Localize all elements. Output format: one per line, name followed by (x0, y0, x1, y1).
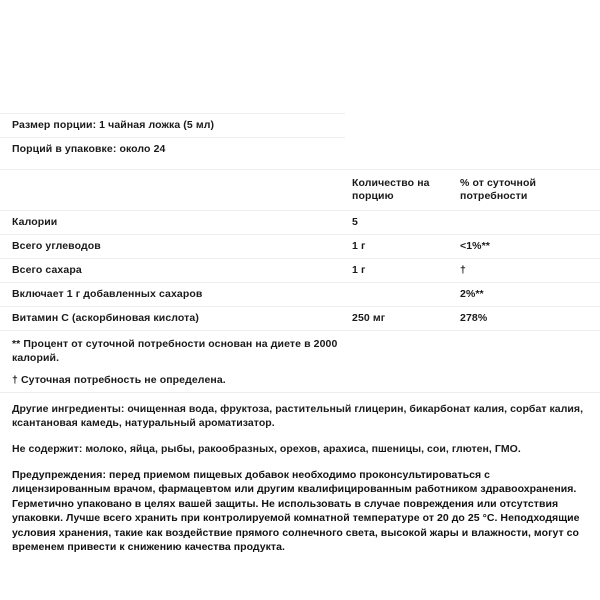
table-row (0, 235, 600, 259)
nutrient-daily-value: 2%** (460, 283, 600, 307)
nutrition-facts-table (0, 169, 600, 331)
nutrient-daily-value (460, 211, 600, 235)
nutrient-daily-value: <1%** (460, 235, 600, 259)
nutrient-amount: 1 г (352, 235, 460, 259)
table-header-row (0, 170, 600, 211)
nutrient-amount: 5 (352, 211, 460, 235)
nutrient-daily-value: 278% (460, 307, 600, 331)
column-header-amount-per-serving: Количество на порцию (352, 170, 460, 211)
table-row (0, 283, 600, 307)
footnote-daily-value-not-established: † Суточная потребность не определена. (12, 374, 226, 386)
warnings-text: Предупреждения: перед приемом пищевых добавок необходимо проконсультироваться с лицензированным врачом, фармацевтом или другим квалифицированным работником здравоохранения. Герметично упаковано в целях вашей защиты. Не использовать в случае повреждения или отсутствия упаковки. Лучше всего хранить при контролируемой комнатной температуре от 20 до 25 °C. Неподходящие условия хранения, такие как воздействие прямого солнечного света, высокой жары и влажности, могут со временем привести к снижению качества продукта. (12, 468, 580, 553)
serving-size-row: Размер порции: 1 чайная ложка (5 мл) (0, 113, 345, 137)
table-row (0, 259, 600, 283)
nutrient-name: Витамин С (аскорбиновая кислота) (0, 307, 352, 331)
other-ingredients-text: Другие ингредиенты: очищенная вода, фруктоза, растительный глицерин, бикарбонат калия, сорбат калия, ксантановая камедь, натуральный ароматизатор. (12, 402, 584, 429)
servings-per-container-row: Порций в упаковке: около 24 (0, 137, 345, 161)
nutrient-amount: 250 мг (352, 307, 460, 331)
nutrient-name: Включает 1 г добавленных сахаров (0, 283, 352, 307)
column-header-percent-daily-value: % от суточной потребности (460, 170, 600, 211)
ingredients-block (0, 393, 600, 456)
column-header-nutrient (0, 170, 352, 211)
nutrient-name: Всего сахара (0, 259, 352, 283)
nutrient-daily-value: † (460, 259, 600, 283)
table-row (0, 211, 600, 235)
table-body (0, 211, 600, 331)
footnote-daily-value-basis: ** Процент от суточной потребности основан на диете в 2000 калорий. (12, 338, 338, 364)
warnings-block (0, 468, 600, 555)
nutrient-amount (352, 283, 460, 307)
allergen-free-from-text: Не содержит: молоко, яйца, рыбы, ракообразных, орехов, арахиса, пшеницы, сои, глютен, ГМО. (12, 442, 521, 455)
table-head (0, 170, 600, 211)
nutrient-name: Калории (0, 211, 352, 235)
footnotes-block (0, 331, 600, 388)
nutrient-amount: 1 г (352, 259, 460, 283)
table-row (0, 307, 600, 331)
nutrient-name: Всего углеводов (0, 235, 352, 259)
